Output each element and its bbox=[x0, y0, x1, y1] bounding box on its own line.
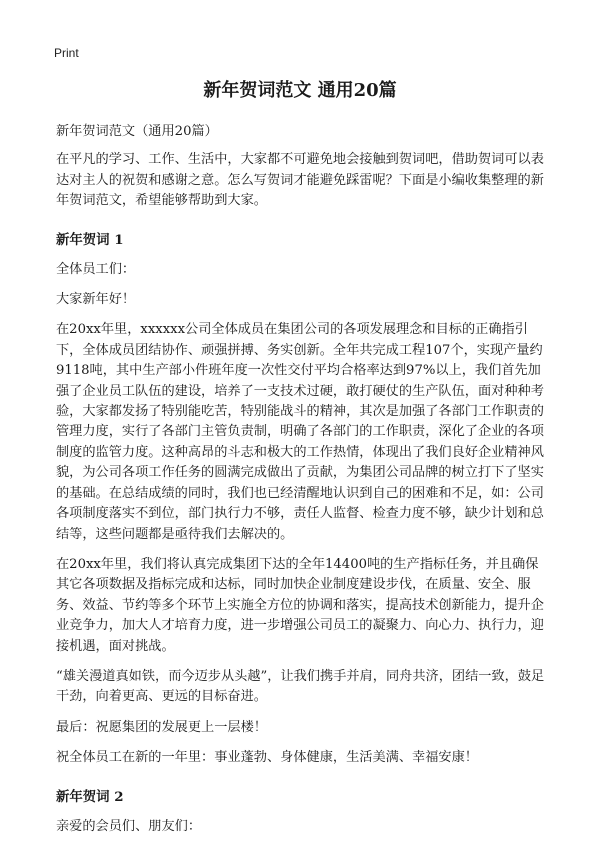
paragraph: 亲爱的会员们、朋友们： bbox=[56, 818, 202, 834]
paragraph: 在20xx年里，我们将认真完成集团下达的全年14400吨的生产指标任务，并且确保其它各项数据及指标完成和达标，同时加快企业制度建设步伐，在质量、安全、服务、效益、节约等多个环节上实施全方位的协调和落实，提高技术创新能力，提升企业竞争力，加大人才培育力度，进一步增强公司员工的凝聚力、向心力、执行力，迎接机遇，面对挑战。 bbox=[56, 556, 544, 654]
section-heading: 新年贺词 2 bbox=[56, 788, 124, 805]
intro-paragraph: 在平凡的学习、工作、生活中，大家都不可避免地会接触到贺词吧，借助贺词可以表达对主人的祝贺和感谢之意。怎么写贺词才能避免踩雷呢？下面是小编收集整理的新年贺词范文，希望能够帮助到大家。 bbox=[56, 152, 544, 209]
paragraph: 全体员工们： bbox=[56, 261, 136, 277]
article-subtitle: 新年贺词范文（通用20篇） bbox=[56, 124, 218, 139]
page-title: 新年贺词范文 通用20篇 bbox=[203, 80, 397, 101]
paragraph: 在20xx年里，xxxxxx公司全体成员在集团公司的各项发展理念和目标的正确指引下，全体成员团结协作、顽强拼搏、务实创新。全年共完成工程107个，实现产量约9118吨，其中生产部小件班年度一次性交付平均合格率达到97%以上，我们首先加强了企业员工队伍的建设，培养了一支技术过硬，敢打硬仗的生产队伍，面对种种考验，大家都发扬了特别能吃苦，特别能战斗的精神，其次是加强了各部门工作职责的管理力度，实行了各部门主管负责制，明确了各部门的工作职责，深化了企业的各项制度的监管力度。这种高昂的斗志和极大的工作热情，体现出了我们良好企业精神风貌，为公司各项工作任务的圆满完成做出了贡献，为集团公司品牌的树立打下了坚实的基础。在总结成绩的同时，我们也已经清醒地认识到自己的困难和不足，如：公司各项制度落实不到位，部门执行力不够，责任人监督、检查力度不够，缺少计划和总结等，这些问题都是亟待我们去解决的。 bbox=[56, 322, 544, 542]
section-heading: 新年贺词 1 bbox=[56, 231, 124, 248]
paragraph: “雄关漫道真如铁，而今迈步从头越”，让我们携手并肩，同舟共济，团结一致，鼓足干劲，向着更高、更远的目标奋进。 bbox=[56, 668, 545, 705]
paragraph: 大家新年好！ bbox=[56, 292, 136, 308]
print-link[interactable]: Print bbox=[54, 46, 79, 60]
article-body bbox=[56, 122, 548, 847]
paragraph: 祝全体员工在新的一年里：事业蓬勃、身体健康，生活美满、幸福安康！ bbox=[56, 750, 478, 766]
paragraph: 最后：祝愿集团的发展更上一层楼！ bbox=[56, 719, 267, 735]
